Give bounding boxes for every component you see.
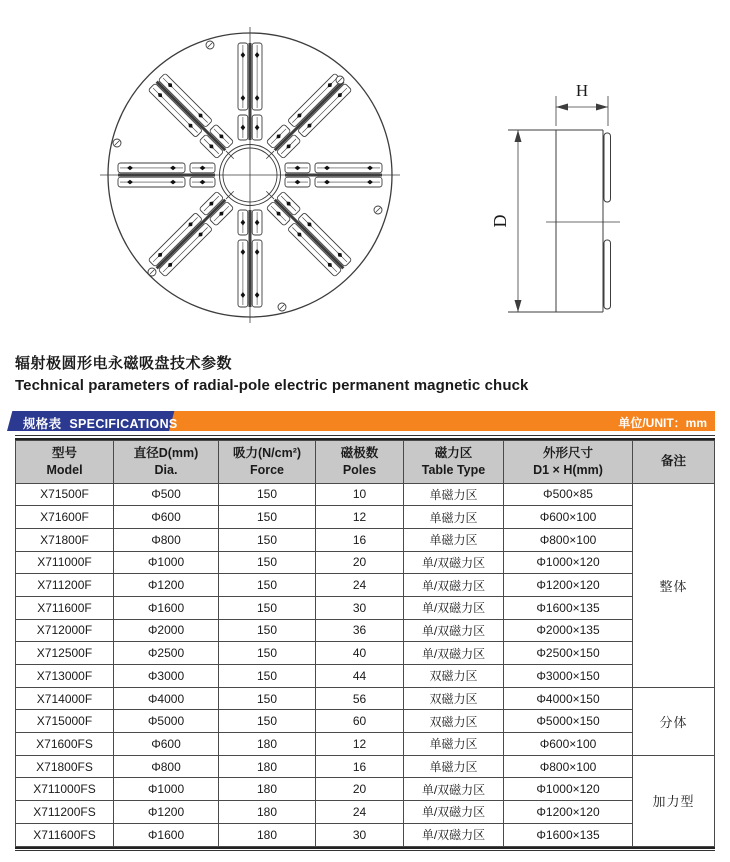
d-dimension-label: D (490, 214, 510, 228)
col-header-force: 吸力(N/cm²) Force (219, 440, 316, 483)
cell-dimensions: Φ500×85 (504, 483, 633, 506)
cell-diameter: Φ600 (114, 733, 219, 756)
cell-dimensions: Φ800×100 (504, 755, 633, 778)
col-header-diameter: 直径D(mm) Dia. (114, 440, 219, 483)
cell-force: 150 (219, 710, 316, 733)
cell-diameter: Φ600 (114, 506, 219, 529)
cell-force: 180 (219, 801, 316, 824)
col-header-model: 型号 Model (16, 440, 114, 483)
cell-table-type: 单/双磁力区 (404, 551, 504, 574)
cell-dimensions: Φ1200×120 (504, 574, 633, 597)
cell-force: 150 (219, 574, 316, 597)
cell-force: 150 (219, 551, 316, 574)
spec-table (15, 440, 715, 847)
chuck-side-view-drawing (490, 81, 620, 312)
table-row (16, 733, 715, 756)
cell-model: X711000F (16, 551, 114, 574)
cell-table-type: 单/双磁力区 (404, 801, 504, 824)
cell-diameter: Φ2000 (114, 619, 219, 642)
cell-dimensions: Φ1600×135 (504, 823, 633, 846)
cell-diameter: Φ1600 (114, 823, 219, 846)
cell-remark-group: 加力型 (633, 755, 715, 846)
cell-diameter: Φ800 (114, 755, 219, 778)
cell-diameter: Φ500 (114, 483, 219, 506)
cell-remark-group: 整体 (633, 483, 715, 687)
cell-table-type: 单磁力区 (404, 755, 504, 778)
h-dimension-label: H (575, 81, 589, 100)
cell-poles: 40 (316, 642, 404, 665)
cell-model: X714000F (16, 687, 114, 710)
spec-bar-label (23, 414, 178, 432)
cell-dimensions: Φ1000×120 (504, 551, 633, 574)
cell-model: X71800F (16, 528, 114, 551)
cell-table-type: 单磁力区 (404, 733, 504, 756)
cell-poles: 24 (316, 801, 404, 824)
cell-diameter: Φ1200 (114, 801, 219, 824)
cell-model: X711200FS (16, 801, 114, 824)
cell-model: X711200F (16, 574, 114, 597)
cell-force: 150 (219, 506, 316, 529)
table-row (16, 596, 715, 619)
cell-poles: 30 (316, 823, 404, 846)
cell-force: 150 (219, 483, 316, 506)
cell-model: X713000F (16, 665, 114, 688)
table-row (16, 687, 715, 710)
cell-table-type: 单/双磁力区 (404, 823, 504, 846)
chuck-front-view-drawing (100, 27, 400, 323)
cell-table-type: 单/双磁力区 (404, 619, 504, 642)
cell-force: 180 (219, 755, 316, 778)
cell-diameter: Φ3000 (114, 665, 219, 688)
cell-poles: 16 (316, 755, 404, 778)
cell-poles: 56 (316, 687, 404, 710)
cell-dimensions: Φ600×100 (504, 506, 633, 529)
table-row (16, 483, 715, 506)
cell-force: 150 (219, 642, 316, 665)
table-row (16, 642, 715, 665)
cell-diameter: Φ4000 (114, 687, 219, 710)
cell-dimensions: Φ3000×150 (504, 665, 633, 688)
cell-dimensions: Φ5000×150 (504, 710, 633, 733)
cell-model: X71600FS (16, 733, 114, 756)
d-dim-arrow-top (515, 130, 522, 142)
cell-poles: 36 (316, 619, 404, 642)
table-row (16, 823, 715, 846)
cell-force: 150 (219, 665, 316, 688)
spec-bar-label-zh: 规格表 (23, 416, 62, 431)
cell-poles: 44 (316, 665, 404, 688)
cell-dimensions: Φ1200×120 (504, 801, 633, 824)
table-row (16, 574, 715, 597)
cell-model: X712500F (16, 642, 114, 665)
cell-dimensions: Φ600×100 (504, 733, 633, 756)
cell-poles: 60 (316, 710, 404, 733)
cell-diameter: Φ5000 (114, 710, 219, 733)
technical-drawing (0, 0, 730, 345)
cell-model: X712000F (16, 619, 114, 642)
col-header-poles: 磁极数 Poles (316, 440, 404, 483)
table-row (16, 665, 715, 688)
cell-diameter: Φ1600 (114, 596, 219, 619)
col-header-remark: 备注 (633, 440, 715, 483)
cell-poles: 12 (316, 733, 404, 756)
table-row (16, 755, 715, 778)
cell-force: 150 (219, 687, 316, 710)
cell-poles: 16 (316, 528, 404, 551)
cell-table-type: 单/双磁力区 (404, 778, 504, 801)
cell-diameter: Φ1200 (114, 574, 219, 597)
cell-diameter: Φ1000 (114, 778, 219, 801)
cell-model: X715000F (16, 710, 114, 733)
cell-table-type: 双磁力区 (404, 687, 504, 710)
col-header-table-type: 磁力区 Table Type (404, 440, 504, 483)
cell-model: X711000FS (16, 778, 114, 801)
table-row (16, 506, 715, 529)
spec-bar-label-en: SPECIFICATIONS (69, 416, 178, 431)
cell-poles: 10 (316, 483, 404, 506)
unit-label: 单位/UNIT：mm (618, 416, 707, 430)
cell-table-type: 单磁力区 (404, 528, 504, 551)
cell-force: 180 (219, 733, 316, 756)
cell-poles: 30 (316, 596, 404, 619)
cell-poles: 20 (316, 778, 404, 801)
cell-diameter: Φ800 (114, 528, 219, 551)
cell-poles: 20 (316, 551, 404, 574)
cell-force: 150 (219, 619, 316, 642)
h-dim-arrow-left (556, 104, 568, 111)
table-row (16, 619, 715, 642)
cell-table-type: 双磁力区 (404, 710, 504, 733)
cell-dimensions: Φ2500×150 (504, 642, 633, 665)
page-titles (15, 352, 528, 394)
cell-model: X71500F (16, 483, 114, 506)
table-row (16, 710, 715, 733)
cell-table-type: 单/双磁力区 (404, 596, 504, 619)
cell-force: 150 (219, 596, 316, 619)
spec-bar (15, 411, 715, 431)
table-row (16, 551, 715, 574)
table-row (16, 778, 715, 801)
title-chinese: 辐射极圆形电永磁吸盘技术参数 (15, 355, 233, 372)
d-dim-arrow-bottom (515, 300, 522, 312)
cell-remark-group: 分体 (633, 687, 715, 755)
cell-table-type: 单/双磁力区 (404, 574, 504, 597)
header-row (16, 440, 715, 483)
cell-dimensions: Φ1600×135 (504, 596, 633, 619)
h-dim-arrow-right (596, 104, 608, 111)
cell-poles: 12 (316, 506, 404, 529)
cell-dimensions: Φ2000×135 (504, 619, 633, 642)
spec-table-frame (15, 435, 715, 851)
table-row (16, 528, 715, 551)
cell-dimensions: Φ1000×120 (504, 778, 633, 801)
cell-dimensions: Φ4000×150 (504, 687, 633, 710)
cell-force: 150 (219, 528, 316, 551)
title-english: Technical parameters of radial-pole electric permanent magnetic chuck (15, 377, 529, 394)
cell-table-type: 单磁力区 (404, 483, 504, 506)
cell-model: X71800FS (16, 755, 114, 778)
cell-diameter: Φ1000 (114, 551, 219, 574)
cell-table-type: 单/双磁力区 (404, 642, 504, 665)
cell-poles: 24 (316, 574, 404, 597)
cell-model: X711600FS (16, 823, 114, 846)
col-header-dimensions: 外形尺寸 D1 × H(mm) (504, 440, 633, 483)
cell-force: 180 (219, 778, 316, 801)
cell-table-type: 双磁力区 (404, 665, 504, 688)
cell-model: X711600F (16, 596, 114, 619)
cell-diameter: Φ2500 (114, 642, 219, 665)
cell-model: X71600F (16, 506, 114, 529)
table-row (16, 801, 715, 824)
cell-dimensions: Φ800×100 (504, 528, 633, 551)
cell-force: 180 (219, 823, 316, 846)
cell-table-type: 单磁力区 (404, 506, 504, 529)
